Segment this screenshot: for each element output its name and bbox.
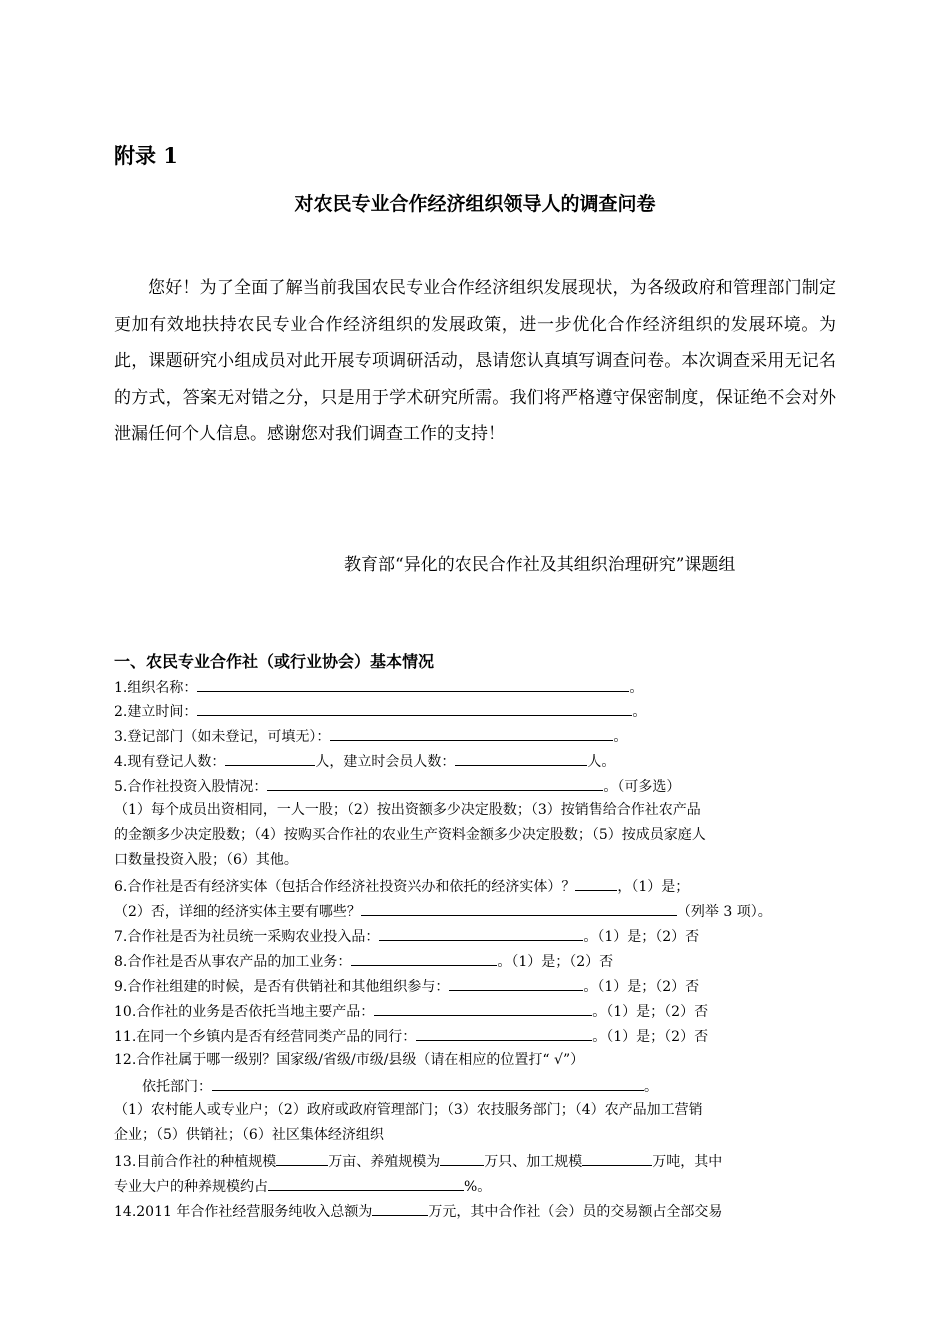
question-14: 14.2011 年合作社经营服务纯收入总额为 万元，其中合作社（会）员的交易额占全部交易: [114, 1200, 722, 1222]
net-income-blank[interactable]: [372, 1200, 428, 1216]
question-text: 14.2011 年合作社经营服务纯收入总额为: [114, 1204, 373, 1220]
question-text: 10.合作社的业务是否依托当地主要产品：: [114, 1004, 375, 1020]
question-6-cont: （2）否，详细的经济实体主要有哪些？ （列举 3 项）。: [114, 900, 772, 922]
q5-option-line: （1）每个成员出资相同，一人一股；（2）按出资额多少决定股数；（3）按销售给合作社农产品: [114, 802, 701, 818]
breeding-scale-blank[interactable]: [440, 1150, 484, 1166]
org-name-blank[interactable]: [197, 676, 629, 692]
question-8: 8.合作社是否从事农产品的加工业务： 。（1）是；（2）否: [114, 950, 613, 972]
registered-members-blank[interactable]: [225, 750, 315, 766]
question-3: 3.登记部门（如未登记，可填无）： 。: [114, 725, 627, 747]
document-title: 对农民专业合作经济组织领导人的调查问卷: [294, 193, 656, 215]
question-6: 6.合作社是否有经济实体（包括合作经济社投资兴办和依托的经济实体）？ ，（1）是；: [114, 875, 689, 897]
entity-list-blank[interactable]: [361, 900, 677, 916]
founding-members-blank[interactable]: [455, 750, 587, 766]
established-time-blank[interactable]: [197, 700, 632, 716]
appendix-label: 附录 1: [114, 143, 178, 168]
question-text: 7.合作社是否为社员统一采购农业投入品：: [114, 929, 380, 945]
q12-option-line: （1）农村能人或专业户；（2）政府或政府管理部门；（3）农技服务部门；（4）农产品加工营销: [114, 1102, 703, 1118]
peer-blank[interactable]: [416, 1025, 592, 1041]
processing-scale-blank[interactable]: [582, 1150, 652, 1166]
large-household-share-blank[interactable]: [268, 1175, 464, 1191]
question-text: 6.合作社是否有经济实体（包括合作经济社投资兴办和依托的经济实体）？: [114, 879, 576, 895]
processing-blank[interactable]: [351, 950, 497, 966]
question-text: 3.登记部门（如未登记，可填无）：: [114, 729, 331, 745]
question-text: 2.建立时间：: [114, 704, 198, 720]
economic-entity-blank[interactable]: [575, 875, 617, 891]
question-10: 10.合作社的业务是否依托当地主要产品： 。（1）是；（2）否: [114, 1000, 708, 1022]
question-9: 9.合作社组建的时候，是否有供销社和其他组织参与： 。（1）是；（2）否: [114, 975, 699, 997]
registration-dept-blank[interactable]: [330, 725, 613, 741]
question-text: 13.目前合作社的种植规模: [114, 1154, 277, 1170]
question-13: 13.目前合作社的种植规模 万亩、养殖规模为 万只、加工规模 万吨，其中: [114, 1150, 722, 1172]
question-11: 11.在同一个乡镇内是否有经营同类产品的同行： 。（1）是；（2）否: [114, 1025, 708, 1047]
question-12: 12.合作社属于哪一级别？国家级/省级/市级/县级（请在相应的位置打“ √”）: [114, 1052, 585, 1068]
unified-purchase-blank[interactable]: [379, 925, 583, 941]
q12-option-line: 企业；（5）供销社；（6）社区集体经济组织: [114, 1127, 384, 1143]
question-4: 4.现有登记人数： 人，建立时会员人数： 人。: [114, 750, 615, 772]
question-text: 5.合作社投资入股情况：: [114, 779, 268, 795]
question-2: 2.建立时间： 。: [114, 700, 646, 722]
question-text: 1.组织名称：: [114, 680, 198, 696]
intro-paragraph: 您好！为了全面了解当前我国农民专业合作经济组织发展现状，为各级政府和管理部门制定更加有效地扶持农民专业合作经济组织的发展政策，进一步优化合作经济组织的发展环境。为此，课题研究小组成员对此开展专项调研活动，恳请您认真填写调查问卷。本次调查采用无记名的方式，答案无对错之分，只是用于学术研究所需。我们将严格遵守保密制度，保证绝不会对外泄漏任何个人信息。感谢您对我们调查工作的支持！: [114, 278, 836, 444]
q5-option-line: 的金额多少决定股数；（4）按购买合作社的农业生产资料金额多少决定股数；（5）按成员家庭人: [114, 827, 706, 843]
supporting-dept-blank[interactable]: [212, 1075, 644, 1091]
question-text: 9.合作社组建的时候，是否有供销社和其他组织参与：: [114, 979, 450, 995]
question-1: 1.组织名称： 。: [114, 676, 643, 698]
question-7: 7.合作社是否为社员统一采购农业投入品： 。（1）是；（2）否: [114, 925, 699, 947]
investment-blank[interactable]: [267, 775, 603, 791]
supply-coop-blank[interactable]: [449, 975, 583, 991]
question-text: 4.现有登记人数：: [114, 754, 226, 770]
question-text: 8.合作社是否从事农产品的加工业务：: [114, 954, 352, 970]
q5-option-line: 口数量投资入股；（6）其他。: [114, 852, 298, 868]
planting-scale-blank[interactable]: [276, 1150, 328, 1166]
local-product-blank[interactable]: [374, 1000, 592, 1016]
question-text: 11.在同一个乡镇内是否有经营同类产品的同行：: [114, 1029, 417, 1045]
question-5: 5.合作社投资入股情况： 。（可多选）: [114, 775, 680, 797]
signature: 教育部“异化的农民合作社及其组织治理研究”课题组: [344, 555, 736, 575]
question-12-dept: 依托部门： 。: [142, 1075, 658, 1097]
question-13-cont: 专业大户的种养规模约占 %。: [114, 1175, 491, 1197]
section-heading: 一、农民专业合作社（或行业协会）基本情况: [114, 652, 435, 671]
